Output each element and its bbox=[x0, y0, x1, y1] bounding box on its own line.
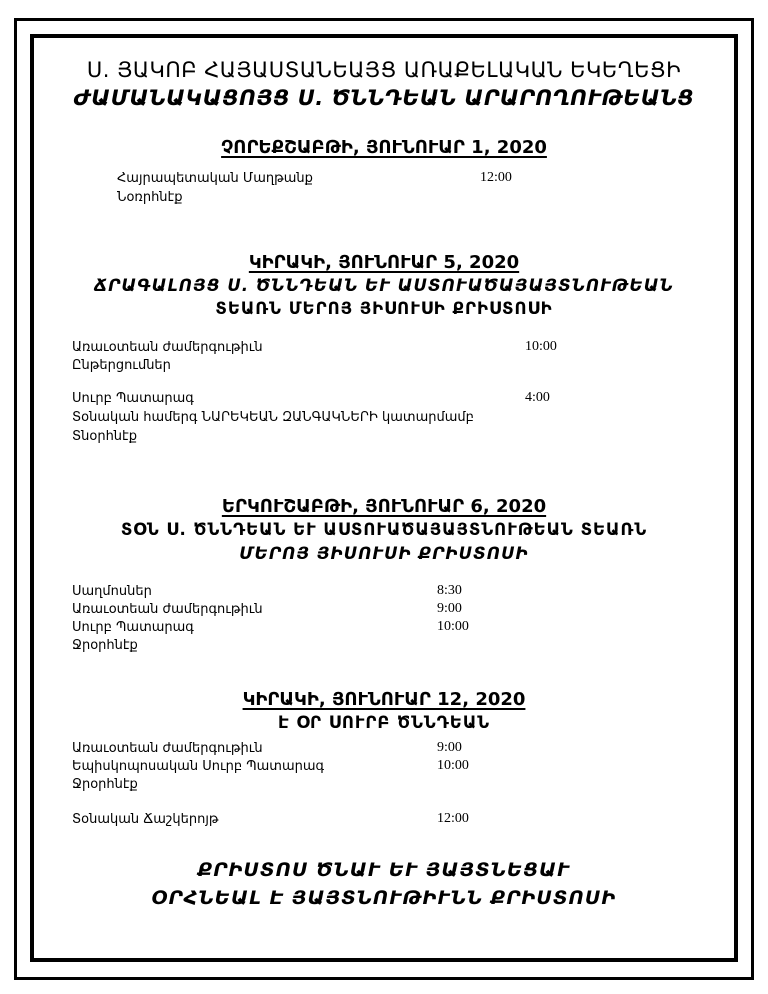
section-2-row-4-label: Տօնական համերգ ՆԱՐԵԿԵԱՆ ԶԱՆԳԱԿՆԵՐԻ կատարմամբ bbox=[72, 410, 474, 425]
section-4-subtitle-1: Է ՕՐ ՍՈՒՐԲ ԾՆՆԴԵԱՆ bbox=[277, 713, 491, 732]
closing-line-1: ՔՐԻՍՏՈՍ ԾՆԱՒ ԵՒ ՅԱՅՏՆԵՑԱՒ bbox=[197, 859, 571, 881]
section-3-row-2-label: Առաւօտեան ժամերգութիւն bbox=[72, 602, 263, 617]
section-2-row-1-time: 10:00 bbox=[525, 339, 557, 354]
section-4-row-1-time: 9:00 bbox=[437, 740, 462, 755]
section-3-row-4-label: Ջրօրհնէք bbox=[72, 638, 138, 653]
section-2-row-2-label: Ընթերցումներ bbox=[72, 358, 171, 373]
section-2-subtitle-2: ՏԵԱՌՆ ՄԵՐՈՅ ՅԻՍՈՒՍԻ ՔՐԻՍՏՈՍԻ bbox=[215, 299, 553, 318]
section-2-row-3-label: Սուրբ Պատարագ bbox=[72, 391, 194, 406]
section-4-row-1-label: Առաւօտեան ժամերգութիւն bbox=[72, 741, 263, 756]
section-3-row-1-time: 8:30 bbox=[437, 583, 462, 598]
section-2-row-3-time: 4:00 bbox=[525, 390, 550, 405]
section-4-row-3-label: Ջրօրհնէք bbox=[72, 777, 138, 792]
section-2-row-1-label: Առաւօտեան ժամերգութիւն bbox=[72, 340, 263, 355]
section-4-row-2-time: 10:00 bbox=[437, 758, 469, 773]
section-4-row-4-time: 12:00 bbox=[437, 811, 469, 826]
section-3-row-2-time: 9:00 bbox=[437, 601, 462, 616]
section-2-subtitle-1: ՃՐԱԳԱԼՈՅՑ Ս. ԾՆՆԴԵԱՆ ԵՒ ԱՍՏՈՒԱԾԱՅԱՅՏՆՈՒԹԵԱՆ bbox=[94, 276, 674, 295]
section-3-row-3-time: 10:00 bbox=[437, 619, 469, 634]
closing-line-2: ՕՐՀՆԵԱԼ Է ՅԱՅՏՆՈՒԹԻՒՆՆ ՔՐԻՍՏՈՍԻ bbox=[151, 887, 617, 909]
section-1-row-1-label: Հայրապետական Մաղթանք bbox=[117, 171, 313, 186]
section-3-subtitle-2: ՄԵՐՈՅ ՅԻՍՈՒՍԻ ՔՐԻՍՏՈՍԻ bbox=[239, 544, 529, 563]
section-1-row-1-time: 12:00 bbox=[480, 170, 512, 185]
section-3-row-1-label: Սաղմոսներ bbox=[72, 584, 152, 599]
section-3-subtitle-1: ՏՕՆ Ս. ԾՆՆԴԵԱՆ ԵՒ ԱՍՏՈՒԱԾԱՅԱՅՏՆՈՒԹԵԱՆ ՏԵԱՌՆ bbox=[120, 520, 648, 539]
section-4-row-4-label: Տօնական Ճաշկերոյթ bbox=[72, 812, 219, 827]
section-1-title: ՉՈՐԵՔՇԱԲԹԻ, ՅՈՒՆՈՒԱՐ 1, 2020 bbox=[221, 137, 547, 158]
church-name: Ս. ՅԱԿՈԲ ՀԱՅԱՍՏԱՆԵԱՅՑ ԱՌԱՔԵԼԱԿԱՆ ԵԿԵՂԵՑԻ bbox=[86, 58, 682, 82]
section-2-row-5-label: Տնօրհնէք bbox=[72, 429, 138, 444]
section-2-title: ԿԻՐԱԿԻ, ՅՈՒՆՈՒԱՐ 5, 2020 bbox=[248, 252, 520, 273]
schedule-title: ԺԱՄԱՆԱԿԱՑՈՅՑ Ս. ԾՆՆԴԵԱՆ ԱՐԱՐՈՂՈՒԹԵԱՆՑ bbox=[73, 86, 695, 110]
section-4-title: ԿԻՐԱԿԻ, ՅՈՒՆՈՒԱՐ 12, 2020 bbox=[242, 689, 526, 710]
section-3-row-3-label: Սուրբ Պատարագ bbox=[72, 620, 194, 635]
section-1-row-2-label: Նօռրհնէք bbox=[117, 190, 183, 205]
section-3-title: ԵՐԿՈՒՇԱԲԹԻ, ՅՈՒՆՈՒԱՐ 6, 2020 bbox=[221, 496, 547, 517]
section-4-row-2-label: Եպիսկոպոսական Սուրբ Պատարագ bbox=[72, 759, 325, 774]
